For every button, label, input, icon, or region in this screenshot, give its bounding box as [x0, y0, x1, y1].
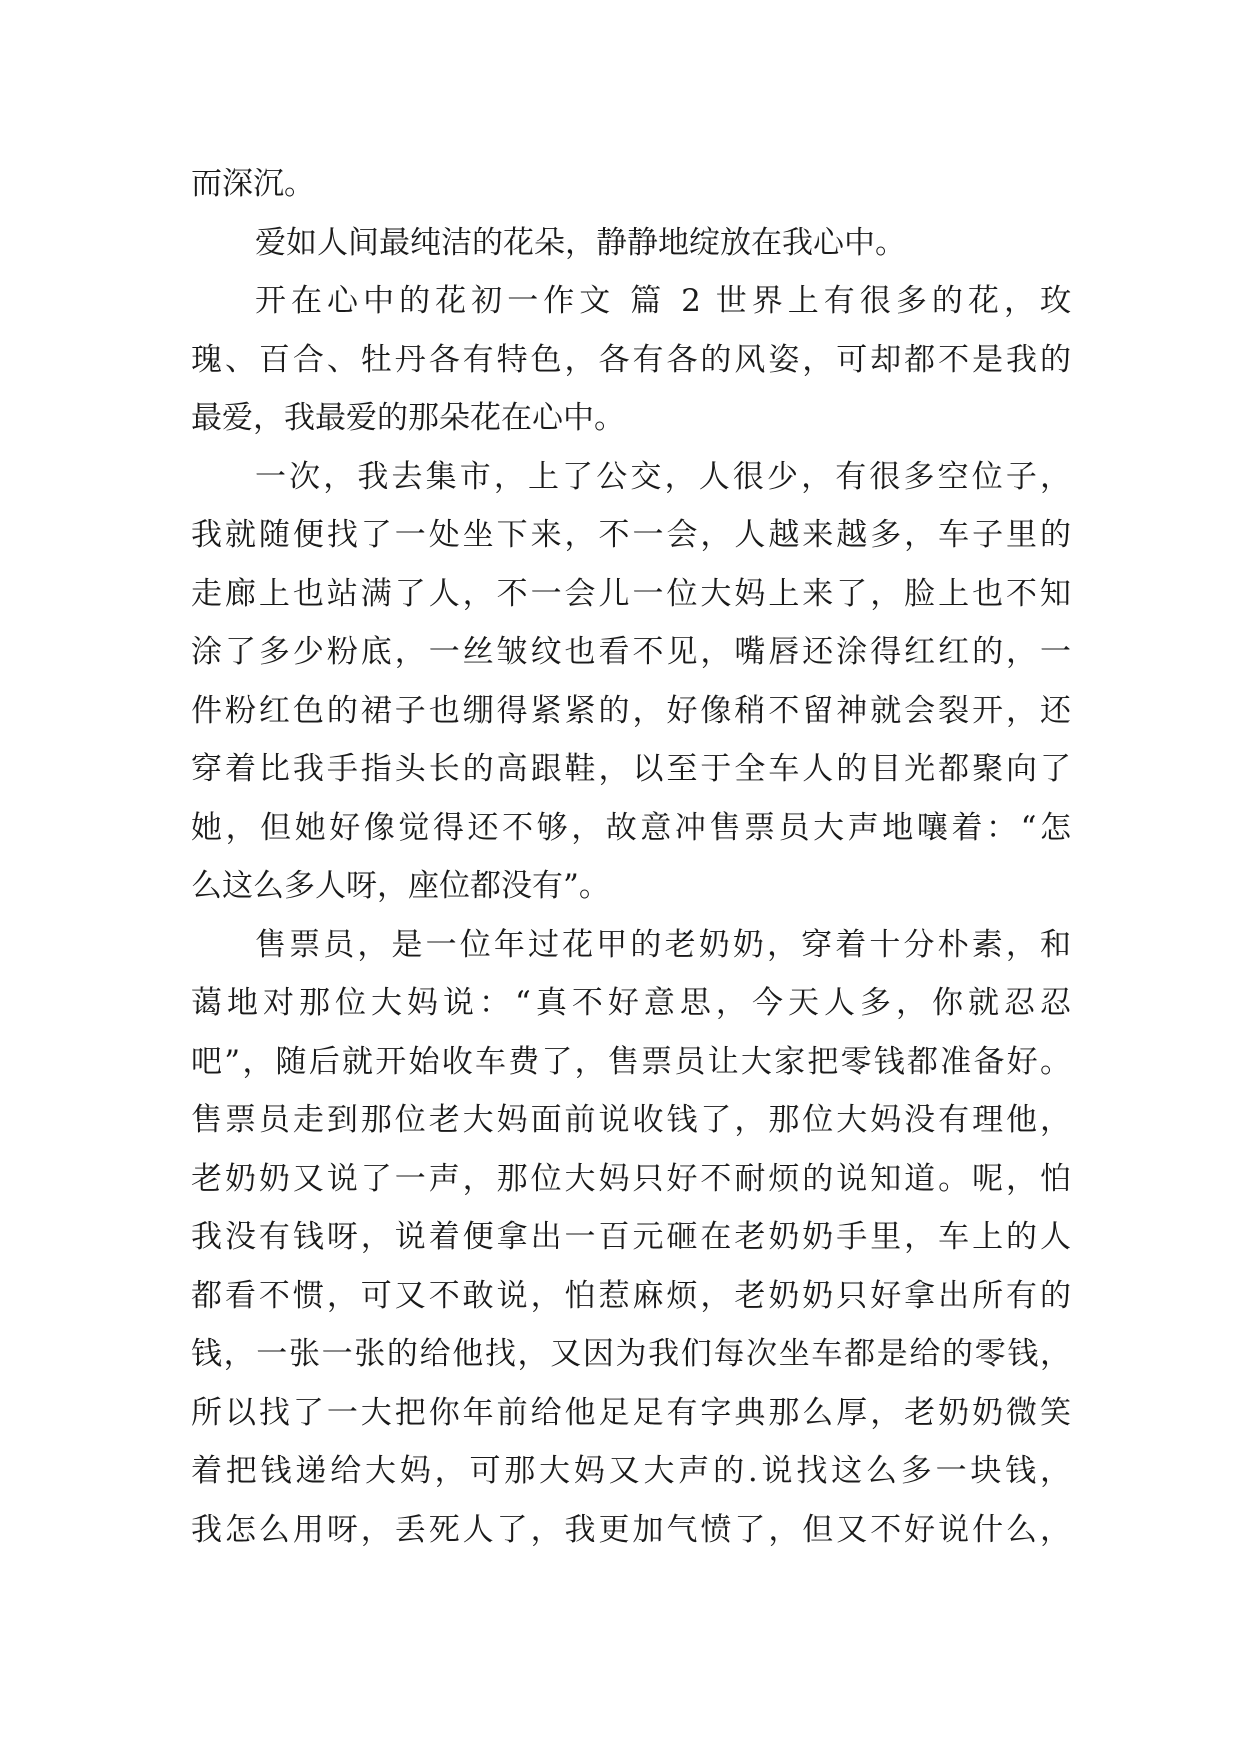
text-line: 爱如人间最纯洁的花朵，静静地绽放在我心中。 [255, 224, 906, 261]
text-line: 她，但她好像觉得还不够，故意冲售票员大声地嚷着：“怎 [191, 809, 1071, 846]
text-line: 件粉红色的裙子也绷得紧紧的，好像稍不留神就会裂开，还 [191, 692, 1071, 729]
text-line: 走廊上也站满了人，不一会儿一位大妈上来了，脸上也不知 [191, 575, 1071, 612]
article-body [191, 155, 1071, 1559]
text-line: 售票员，是一位年过花甲的老奶奶，穿着十分朴素，和 [255, 926, 1071, 963]
text-line: 涂了多少粉底，一丝皱纹也看不见，嘴唇还涂得红红的，一 [191, 634, 1071, 670]
text-line: 最爱，我最爱的那朵花在心中。 [191, 400, 625, 436]
text-line: 都看不惯，可又不敢说，怕惹麻烦，老奶奶只好拿出所有的 [191, 1277, 1071, 1314]
text-line: 一次，我去集市，上了公交，人很少，有很多空位子， [255, 458, 1071, 495]
text-line: 蔼地对那位大妈说：“真不好意思，今天人多，你就忍忍 [191, 985, 1071, 1021]
text-line: 我没有钱呀，说着便拿出一百元砸在老奶奶手里，车上的人 [191, 1219, 1071, 1255]
text-line: 吧”，随后就开始收车费了，售票员让大家把零钱都准备好。 [191, 1043, 1071, 1080]
text-line: 穿着比我手指头长的高跟鞋，以至于全车人的目光都聚向了 [191, 751, 1071, 787]
text-line: 老奶奶又说了一声，那位大妈只好不耐烦的说知道。呢，怕 [191, 1160, 1071, 1197]
text-line: 开在心中的花初一作文 篇 2 世界上有很多的花，玫 [255, 283, 1071, 319]
text-line: 我就随便找了一处坐下来，不一会，人越来越多，车子里的 [191, 517, 1071, 553]
text-line: 所以找了一大把你年前给他足足有字典那么厚，老奶奶微笑 [191, 1394, 1071, 1431]
text-line: 我怎么用呀，丢死人了，我更加气愤了，但又不好说什么， [191, 1511, 1071, 1548]
text-line: 售票员走到那位老大妈面前说收钱了，那位大妈没有理他， [191, 1102, 1071, 1138]
text-line: 么这么多人呀，座位都没有”。 [191, 868, 610, 904]
text-line: 钱，一张一张的给他找，又因为我们每次坐车都是给的零钱， [191, 1336, 1071, 1372]
text-line: 而深沉。 [191, 166, 315, 202]
text-line: 瑰、百合、牡丹各有特色，各有各的风姿，可却都不是我的 [191, 341, 1071, 378]
text-line: 着把钱递给大妈，可那大妈又大声的.说找这么多一块钱， [191, 1453, 1071, 1489]
